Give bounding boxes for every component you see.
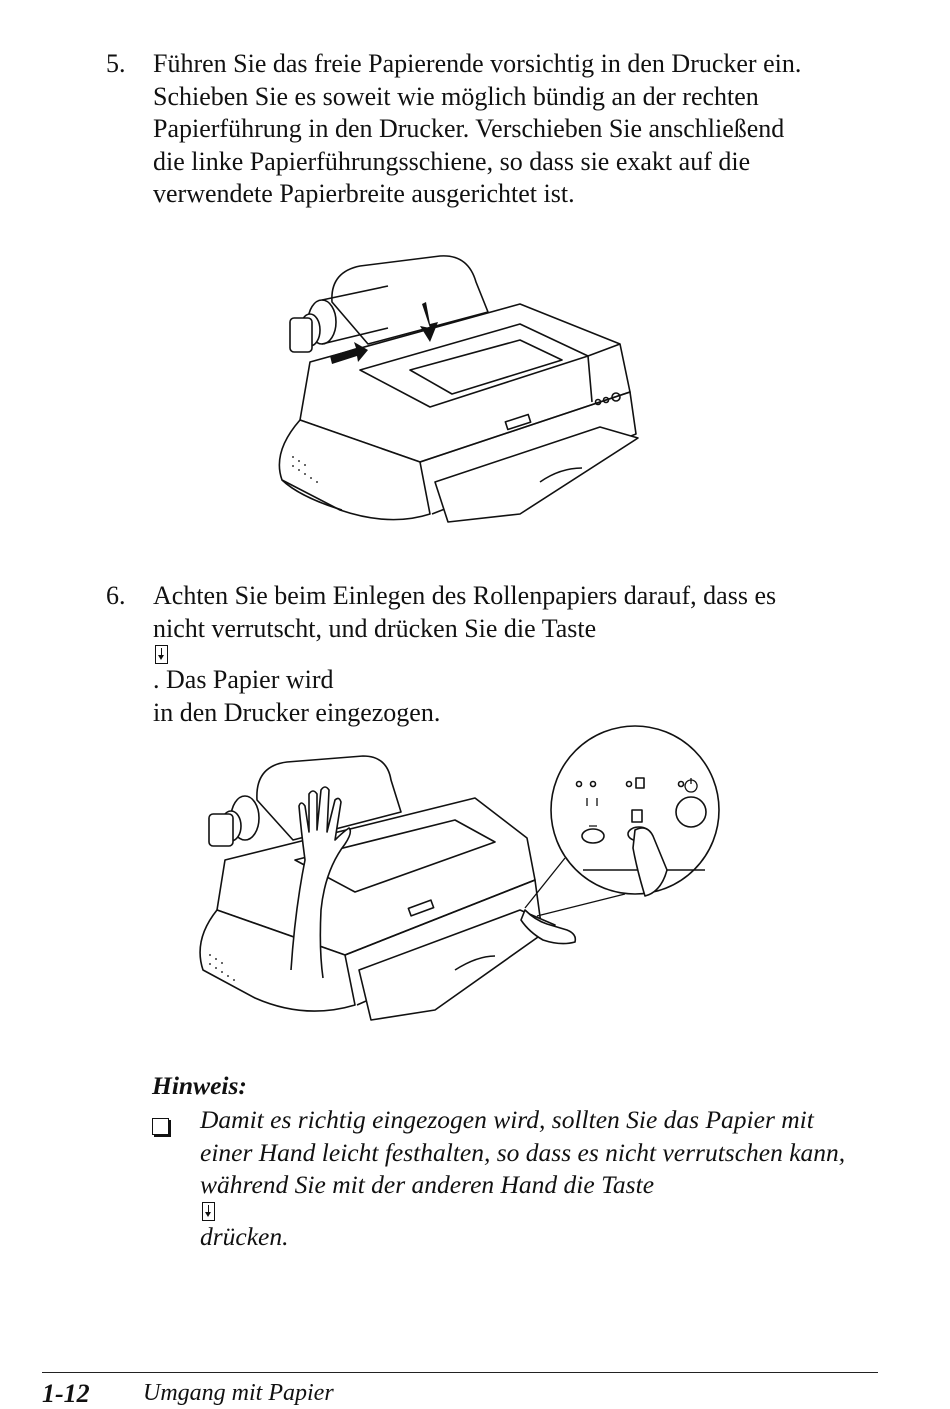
note-line-with-key [200, 1169, 845, 1253]
step-number: 5. [106, 49, 126, 78]
step-line: Achten Sie beim Einlegen des Rollenpapiers darauf, dass es [153, 581, 777, 610]
note [152, 1070, 846, 1251]
step-line: die linke Papierführungsschiene, so dass sie exakt auf die [153, 146, 751, 176]
step-text [153, 48, 801, 211]
step-line: Führen Sie das freie Papierende vorsichtig in den Drucker ein. [153, 49, 802, 78]
step-number: 6. [106, 581, 126, 610]
step-line: verwendete Papierbreite ausgerichtet ist. [153, 179, 575, 209]
page-number: 1-12 [42, 1379, 90, 1408]
chapter-title: Umgang mit Papier [143, 1380, 334, 1406]
note-line: Damit es richtig eingezogen wird, sollten Sie das Papier mit [200, 1105, 814, 1134]
footer-divider [42, 1372, 878, 1373]
step-text [153, 580, 776, 729]
note-text [200, 1104, 845, 1253]
step-line: . Das Papier wird [153, 665, 334, 695]
step-line: nicht verrutscht, und drücken Sie die Taste [153, 613, 597, 643]
note-title: Hinweis: [152, 1071, 247, 1100]
printer-feed-button-illustration [195, 720, 735, 1050]
paper-feed-icon [202, 1202, 215, 1221]
note-line: während Sie mit der anderen Hand die Taste [200, 1170, 655, 1200]
paper-feed-icon [155, 645, 168, 664]
note-line: drücken. [200, 1221, 289, 1251]
printer-roll-paper-illustration [270, 252, 650, 537]
step-line: in den Drucker eingezogen. [153, 697, 441, 727]
step-line: Papierführung in den Drucker. Verschieben Sie anschließend [153, 114, 785, 144]
step-line: Schieben Sie es soweit wie möglich bündig an der rechten [153, 81, 759, 111]
checkbox-icon [152, 1118, 169, 1135]
note-line: einer Hand leicht festhalten, so dass es nicht verrutschen kann, [200, 1137, 846, 1167]
step-line-with-key [153, 613, 776, 697]
